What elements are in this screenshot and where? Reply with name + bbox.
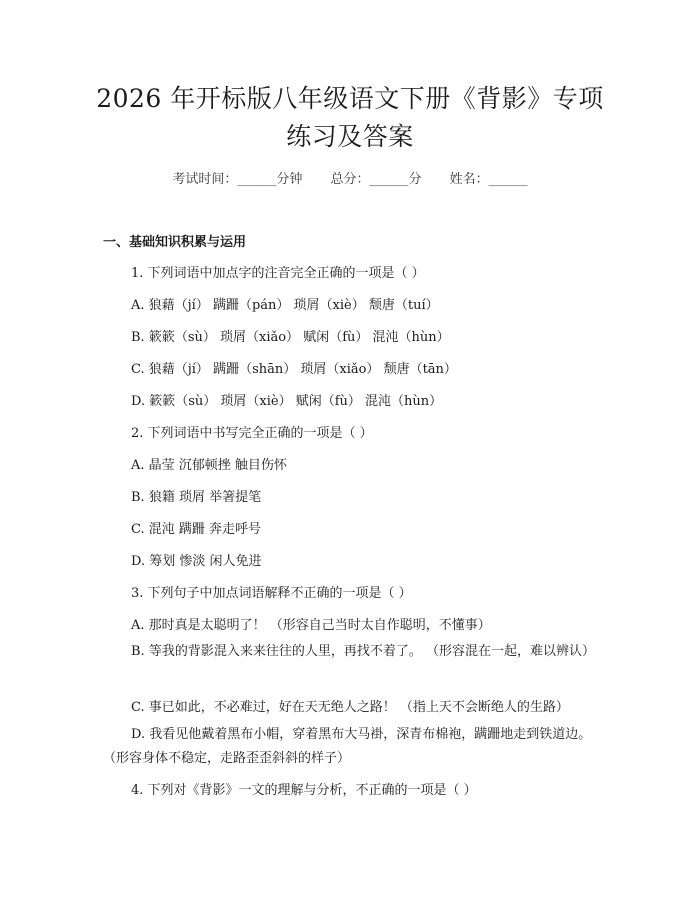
exam-time: 考试时间：______分钟 bbox=[172, 172, 303, 187]
question-3-option-c: C. 事已如此，不必难过，好在天无绝人之路！ （指上天不会断绝人的生路） bbox=[131, 700, 569, 715]
question-2-option-d: D. 筹划 惨淡 闲人免进 bbox=[131, 554, 262, 569]
question-2-option-a: A. 晶莹 沉郁顿挫 触目伤怀 bbox=[131, 458, 287, 473]
question-1-option-d: D. 簌簌（sù） 琐屑（xiè） 赋闲（fù） 混沌（hùn） bbox=[131, 394, 443, 409]
question-2-option-c: C. 混沌 蹒跚 奔走呼号 bbox=[131, 522, 262, 537]
question-2-option-b: B. 狼籍 琐屑 举箸提笔 bbox=[131, 490, 262, 505]
question-3-option-d: D. 我看见他戴着黑布小帽，穿着黑布大马褂，深青布棉袍，蹒跚地走到铁道边。 （形容身体不稳定，走路歪歪斜斜的样子） bbox=[103, 727, 592, 766]
question-1-option-b: B. 簌簌（sù） 琐屑（xiǎo） 赋闲（fù） 混沌（hùn） bbox=[131, 330, 450, 345]
document-title bbox=[60, 80, 640, 156]
question-3-option-b: B. 等我的背影混入来来往往的人里，再找不着了。 （形容混在一起，难以辨认） bbox=[131, 644, 595, 659]
question-1-option-c: C. 狼藉（jí） 蹒跚（shān） 琐屑（xiǎo） 颓唐（tān） bbox=[131, 362, 457, 377]
question-1-option-a: A. 狼藉（jí） 蹒跚（pán） 琐屑（xiè） 颓唐（tuí） bbox=[131, 298, 439, 313]
question-3-option-a: A. 那时真是太聪明了！ （形容自己当时太自作聪明，不懂事） bbox=[131, 618, 491, 633]
question-4: 4. 下列对《背影》一文的理解与分析，不正确的一项是（ ） bbox=[131, 783, 477, 798]
exam-score: 总分：______分 bbox=[330, 172, 422, 187]
exam-meta bbox=[0, 168, 700, 187]
title-line-2: 练习及答案 bbox=[286, 122, 414, 151]
title-line-1: 2026 年开标版八年级语文下册《背影》专项 bbox=[96, 84, 604, 113]
section-heading: 一、基础知识积累与运用 bbox=[103, 235, 247, 250]
question-1: 1. 下列词语中加点字的注音完全正确的一项是（ ） bbox=[131, 266, 425, 281]
question-2: 2. 下列词语中书写完全正确的一项是（ ） bbox=[131, 426, 373, 441]
student-name: 姓名：______ bbox=[449, 172, 528, 187]
question-3: 3. 下列句子中加点词语解释不正确的一项是（ ） bbox=[131, 586, 412, 601]
